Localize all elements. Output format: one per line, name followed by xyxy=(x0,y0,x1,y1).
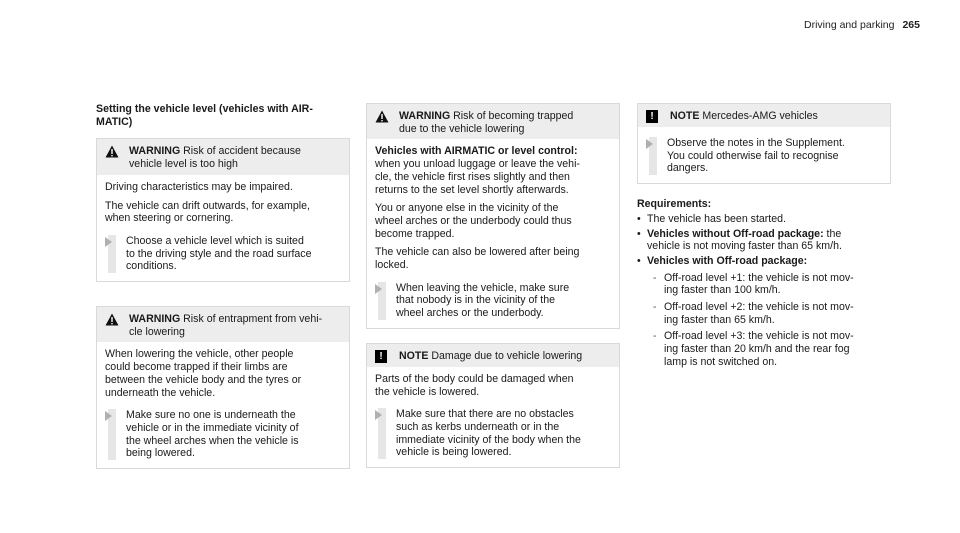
requirements-title: Requirements: xyxy=(637,198,712,211)
paragraph xyxy=(375,373,611,398)
note-text: Damage due to vehicle lowering xyxy=(431,349,583,362)
step-line: You could otherwise fail to recognise xyxy=(667,149,839,162)
paragraph: Driving characteristics may be impaired. xyxy=(105,180,293,193)
list-item xyxy=(637,228,891,253)
warning-box-trapped xyxy=(366,103,620,329)
sub-item-text: lamp is not switched on. xyxy=(664,355,778,368)
warning-text: vehicle level is too high xyxy=(129,158,238,171)
warning-header-text xyxy=(129,145,301,170)
step-bar xyxy=(378,408,386,459)
step-line: wheel arches or the underbody. xyxy=(396,307,544,320)
instruction-step xyxy=(646,137,882,175)
column-1 xyxy=(96,103,350,469)
warning-triangle-icon xyxy=(375,110,391,127)
step-arrow-icon xyxy=(105,411,112,421)
paragraph-line: when steering or cornering. xyxy=(105,212,234,225)
step-line: vehicle is being lowered. xyxy=(396,446,512,459)
paragraph-line: The vehicle can drift outwards, for example, xyxy=(105,199,310,212)
paragraph-line: Parts of the body could be damaged when xyxy=(375,372,574,385)
paragraph-line: wheel arches or the underbody could thus xyxy=(375,214,572,227)
warning-body xyxy=(367,139,619,327)
warning-triangle-icon xyxy=(105,313,121,330)
paragraph xyxy=(375,202,611,240)
instruction-step xyxy=(375,282,611,320)
sub-item-text: ing faster than 100 km/h. xyxy=(664,284,781,297)
paragraph-line: between the vehicle body and the tyres or xyxy=(105,373,302,386)
step-text xyxy=(396,408,611,459)
column-3 xyxy=(637,103,891,369)
dash: - xyxy=(653,330,657,343)
step-line: conditions. xyxy=(126,260,177,273)
paragraph xyxy=(375,158,611,196)
paragraph-line: could become trapped if their limbs are xyxy=(105,361,288,374)
note-header-text xyxy=(399,350,582,363)
step-bar xyxy=(108,235,116,273)
warning-box-level-too-high xyxy=(96,138,350,282)
section-name: Driving and parking xyxy=(804,19,895,31)
step-line: Make sure no one is underneath the xyxy=(126,409,296,422)
step-arrow-icon xyxy=(105,237,112,247)
warning-header xyxy=(97,307,349,342)
section-title-line: Setting the vehicle level (vehicles with AIR- xyxy=(96,103,313,115)
list-item-text: vehicle is not moving faster than 65 km/h. xyxy=(647,240,842,253)
paragraph-line: underneath the vehicle. xyxy=(105,386,216,399)
paragraph-line: become trapped. xyxy=(375,227,455,240)
note-label: NOTE xyxy=(399,349,429,362)
note-label: NOTE xyxy=(670,110,700,122)
step-line: that nobody is in the vicinity of the xyxy=(396,294,555,307)
bullet: • xyxy=(637,212,641,225)
paragraph-line: returns to the set level shortly afterwards. xyxy=(375,183,569,196)
step-text xyxy=(126,235,341,273)
step-text xyxy=(396,282,611,320)
note-header xyxy=(638,104,890,127)
sub-list-item xyxy=(647,301,891,326)
paragraph-line: locked. xyxy=(375,259,409,272)
sub-list xyxy=(647,272,891,369)
note-exclamation-icon xyxy=(375,350,391,363)
step-line: the wheel arches when the vehicle is xyxy=(126,434,299,447)
note-icon-glyph: ! xyxy=(646,110,658,123)
step-line: immediate vicinity of the body when the xyxy=(396,433,581,446)
warning-header-text xyxy=(129,313,322,338)
page-number: 265 xyxy=(902,19,920,31)
step-bar xyxy=(378,282,386,320)
warning-triangle-icon xyxy=(105,145,121,162)
paragraph-line: cle, the vehicle first rises slightly and then xyxy=(375,170,570,183)
dash: - xyxy=(653,271,657,284)
warning-header xyxy=(97,139,349,174)
note-text: Mercedes-AMG vehicles xyxy=(702,110,818,122)
step-arrow-icon xyxy=(375,410,382,420)
note-header-text xyxy=(670,110,818,123)
sub-list-item xyxy=(647,330,891,368)
list-item xyxy=(637,213,891,226)
step-arrow-icon xyxy=(646,139,653,149)
warning-text: Risk of entrapment from vehi- xyxy=(183,313,323,326)
dash: - xyxy=(653,301,657,314)
note-box-vehicle-lowering xyxy=(366,343,620,468)
step-text xyxy=(667,137,882,175)
warning-header xyxy=(367,104,619,139)
warning-text: cle lowering xyxy=(129,325,185,338)
note-exclamation-icon xyxy=(646,110,662,123)
warning-text: due to the vehicle lowering xyxy=(399,122,525,135)
paragraph-line: You or anyone else in the vicinity of the xyxy=(375,202,559,215)
step-line: When leaving the vehicle, make sure xyxy=(396,281,570,294)
sub-item-text: Off-road level +1: the vehicle is not mov- xyxy=(664,271,854,284)
list-item xyxy=(637,255,891,369)
step-line: Make sure that there are no obstacles xyxy=(396,408,574,421)
paragraph-line: the vehicle is lowered. xyxy=(375,385,480,398)
section-title-line: MATIC) xyxy=(96,115,133,128)
note-box-amg xyxy=(637,103,891,184)
sub-item-text: Off-road level +2: the vehicle is not mov- xyxy=(664,301,854,314)
paragraph xyxy=(375,246,611,271)
list-item-text: The vehicle has been started. xyxy=(647,212,786,225)
note-body xyxy=(638,127,890,183)
list-item-text: the xyxy=(823,227,842,240)
sub-item-text: Off-road level +3: the vehicle is not mov- xyxy=(664,330,854,343)
paragraph-line: when you unload luggage or leave the vehi- xyxy=(375,158,580,171)
sub-item-text: ing faster than 20 km/h and the rear fog xyxy=(664,343,850,356)
step-line: to the driving style and the road surface xyxy=(126,247,312,260)
instruction-step xyxy=(375,408,611,459)
paragraph-line: When lowering the vehicle, other people xyxy=(105,348,294,361)
paragraph-line: The vehicle can also be lowered after being xyxy=(375,246,580,259)
warning-label: WARNING xyxy=(399,110,451,122)
sub-item-text: ing faster than 65 km/h. xyxy=(664,313,775,326)
warning-text: Risk of accident because xyxy=(183,145,301,158)
paragraph xyxy=(105,348,341,399)
sub-list-item xyxy=(647,272,891,297)
step-bar xyxy=(108,409,116,460)
paragraph xyxy=(105,200,341,225)
note-body xyxy=(367,367,619,467)
step-line: vehicle or in the immediate vicinity of xyxy=(126,421,299,434)
instruction-step xyxy=(105,409,341,460)
instruction-step xyxy=(105,235,341,273)
step-bar xyxy=(649,137,657,175)
list-item-bold: Vehicles with Off-road package: xyxy=(647,254,808,267)
bullet: • xyxy=(637,227,641,240)
warning-text: Risk of becoming trapped xyxy=(453,110,574,122)
requirements-list xyxy=(637,213,891,369)
requirements-section xyxy=(637,198,891,368)
section-title xyxy=(96,103,350,128)
warning-label: WARNING xyxy=(129,145,181,158)
column-2 xyxy=(366,103,620,468)
step-line: Observe the notes in the Supplement. xyxy=(667,137,845,149)
step-line: being lowered. xyxy=(126,447,195,460)
page-header xyxy=(804,19,920,31)
step-text xyxy=(126,409,341,460)
list-item-bold: Vehicles without Off-road package: xyxy=(647,227,824,240)
subheading: Vehicles with AIRMATIC or level control: xyxy=(375,145,578,158)
step-line: dangers. xyxy=(667,162,709,175)
step-line: Choose a vehicle level which is suited xyxy=(126,234,304,247)
note-icon-glyph: ! xyxy=(375,350,387,363)
bullet: • xyxy=(637,254,641,267)
warning-body xyxy=(97,342,349,468)
step-arrow-icon xyxy=(375,284,382,294)
warning-header-text xyxy=(399,110,573,135)
warning-label: WARNING xyxy=(129,313,181,326)
warning-body xyxy=(97,175,349,281)
step-line: such as kerbs underneath or in the xyxy=(396,420,560,433)
warning-box-entrapment xyxy=(96,306,350,469)
note-header xyxy=(367,344,619,367)
